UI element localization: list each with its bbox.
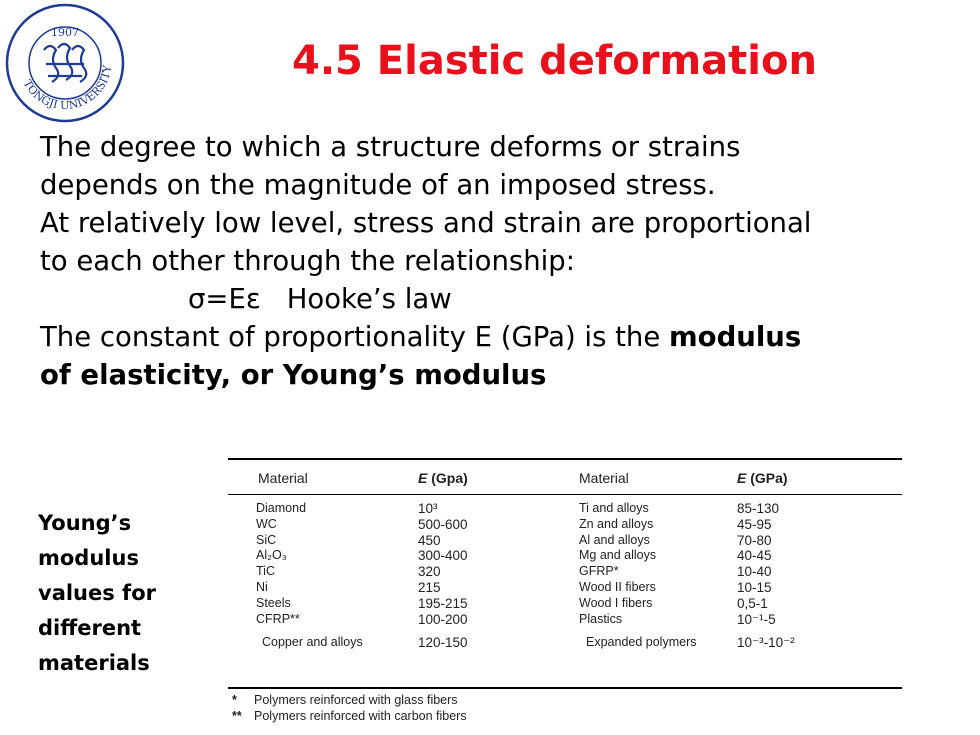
footnote-text: Polymers reinforced with glass fibers xyxy=(254,693,458,707)
table-row xyxy=(228,635,902,651)
table-row xyxy=(228,501,902,517)
table-body xyxy=(228,495,902,689)
cell-material: GFRP* xyxy=(579,564,619,579)
table-row xyxy=(228,580,902,596)
cell-material: Al and alloys xyxy=(579,532,650,547)
table-row xyxy=(228,564,902,580)
hookes-law-label: Hooke’s law xyxy=(286,283,452,315)
table-row xyxy=(228,533,902,549)
cell-material: Ni xyxy=(256,579,268,594)
cell-modulus: 40-45 xyxy=(737,548,772,564)
cell-material: Al₂O₃ xyxy=(256,548,287,563)
table-caption xyxy=(38,506,156,681)
table-header xyxy=(228,460,902,495)
cell-modulus: 195-215 xyxy=(418,595,468,611)
cell-material: Copper and alloys xyxy=(262,635,363,650)
youngs-modulus-table xyxy=(228,458,902,725)
footnote-mark: ** xyxy=(232,709,242,723)
cell-modulus: 45-95 xyxy=(737,516,772,532)
cell-modulus: 120-150 xyxy=(418,635,468,651)
header-material-right: Material xyxy=(579,470,629,486)
cell-material: Ti and alloys xyxy=(579,501,649,515)
caption-line: different xyxy=(38,616,142,640)
cell-material: TiC xyxy=(256,564,275,579)
caption-line: modulus xyxy=(38,546,139,570)
table-row xyxy=(228,596,902,612)
seal-ring-text: TONGJI UNIVERSITY xyxy=(20,64,115,113)
body-text-plain: The constant of proportionality E (GPa) is the xyxy=(40,321,670,353)
cell-material: Steels xyxy=(256,595,291,610)
cell-modulus: 10⁻¹-5 xyxy=(737,611,776,627)
cell-material: Diamond xyxy=(256,501,307,515)
cell-material: Plastics xyxy=(579,611,623,626)
caption-line: materials xyxy=(38,651,150,675)
hookes-law-line xyxy=(40,280,970,318)
footnote xyxy=(228,693,902,709)
cell-modulus: 10³ xyxy=(418,501,438,516)
body-line xyxy=(40,318,970,356)
seal-year: 1907 xyxy=(51,26,79,39)
tongji-university-seal xyxy=(4,2,126,124)
cell-modulus: 320 xyxy=(418,564,441,580)
body-text-bold: modulus xyxy=(669,321,802,353)
cell-material: SiC xyxy=(256,532,277,547)
header-material-left: Material xyxy=(258,470,308,486)
cell-material: Zn and alloys xyxy=(579,516,654,531)
cell-material: Wood II fibers xyxy=(579,579,656,594)
table-row xyxy=(228,612,902,628)
cell-modulus: 100-200 xyxy=(418,611,468,627)
table-footnotes xyxy=(228,693,902,725)
cell-material: Mg and alloys xyxy=(579,548,657,563)
cell-modulus: 500-600 xyxy=(418,516,468,532)
caption-line: values for xyxy=(38,581,156,605)
footnote xyxy=(228,709,902,725)
caption-line: Young’s xyxy=(38,511,132,535)
body-line: The degree to which a structure deforms or strains xyxy=(40,131,741,163)
cell-modulus: 70-80 xyxy=(737,532,772,548)
footnote-mark: * xyxy=(232,693,237,707)
body-line: depends on the magnitude of an imposed stress. xyxy=(40,169,716,201)
slide-title: 4.5 Elastic deformation xyxy=(292,38,817,84)
header-e-left: E (Gpa) xyxy=(418,470,468,486)
cell-modulus: 85-130 xyxy=(737,501,780,516)
seal-emblem-icon xyxy=(44,44,86,82)
hookes-law-equation: σ=Eε xyxy=(188,283,261,315)
body-line: At relatively low level, stress and strain are proportional xyxy=(40,207,812,239)
cell-modulus: 10-40 xyxy=(737,564,772,580)
cell-modulus: 300-400 xyxy=(418,548,468,564)
slide-body xyxy=(40,128,970,394)
cell-material: WC xyxy=(256,516,277,531)
cell-material: Wood I fibers xyxy=(579,595,653,610)
cell-modulus: 10-15 xyxy=(737,579,772,595)
cell-modulus: 215 xyxy=(418,579,441,595)
table-row xyxy=(228,517,902,533)
header-e-right: E (GPa) xyxy=(737,470,788,486)
cell-modulus: 10⁻³-10⁻² xyxy=(737,635,795,651)
footnote-text: Polymers reinforced with carbon fibers xyxy=(254,709,467,723)
cell-modulus: 0,5-1 xyxy=(737,595,768,611)
cell-modulus: 450 xyxy=(418,532,441,548)
body-line-bold: of elasticity, or Young’s modulus xyxy=(40,359,547,391)
cell-material: Expanded polymers xyxy=(586,635,697,650)
table-row xyxy=(228,548,902,564)
body-line: to each other through the relationship: xyxy=(40,245,575,277)
cell-material: CFRP** xyxy=(256,611,300,626)
